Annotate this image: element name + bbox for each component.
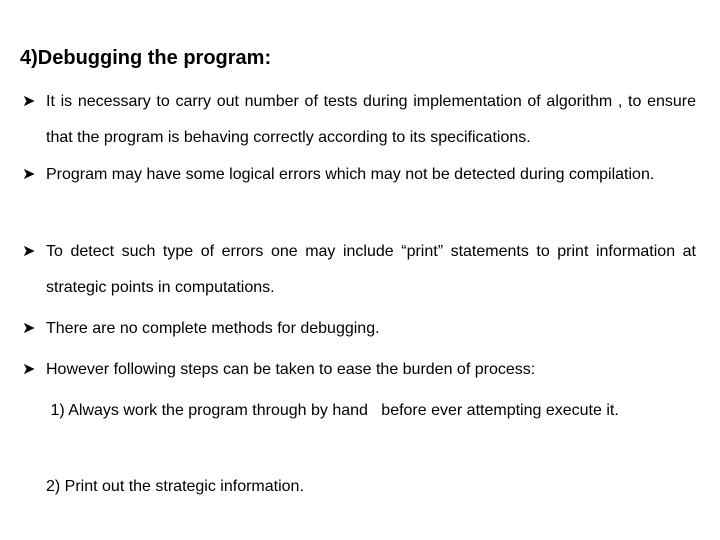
list-item xyxy=(22,319,696,347)
step-item: 1) Always work the program through by hand before ever attempting execute it. xyxy=(46,402,619,419)
list-item xyxy=(22,360,696,388)
page-title: 4)Debugging the program: xyxy=(20,47,272,69)
list-item xyxy=(22,165,696,193)
list-item-text: Program may have some logical errors which may not be detected during compilation. xyxy=(46,166,655,183)
list-item xyxy=(22,92,696,156)
arrowhead-bullet-icon: ➤ xyxy=(22,243,36,260)
step-item: 2) Print out the strategic information. xyxy=(46,478,304,495)
list-item xyxy=(22,242,696,306)
list-item-text: There are no complete methods for debugging. xyxy=(46,320,380,337)
list-item-text: It is necessary to carry out number of tests during implementation of algorithm , to ensure that the program is behaving correctly according to its specifications. xyxy=(46,93,696,146)
arrowhead-bullet-icon: ➤ xyxy=(22,93,36,110)
arrowhead-bullet-icon: ➤ xyxy=(22,320,36,337)
list-item-text: However following steps can be taken to ease the burden of process: xyxy=(46,361,536,378)
list-item-text: To detect such type of errors one may include “print” statements to print information at strategic points in computations. xyxy=(46,243,696,296)
arrowhead-bullet-icon: ➤ xyxy=(22,361,36,378)
arrowhead-bullet-icon: ➤ xyxy=(22,166,36,183)
